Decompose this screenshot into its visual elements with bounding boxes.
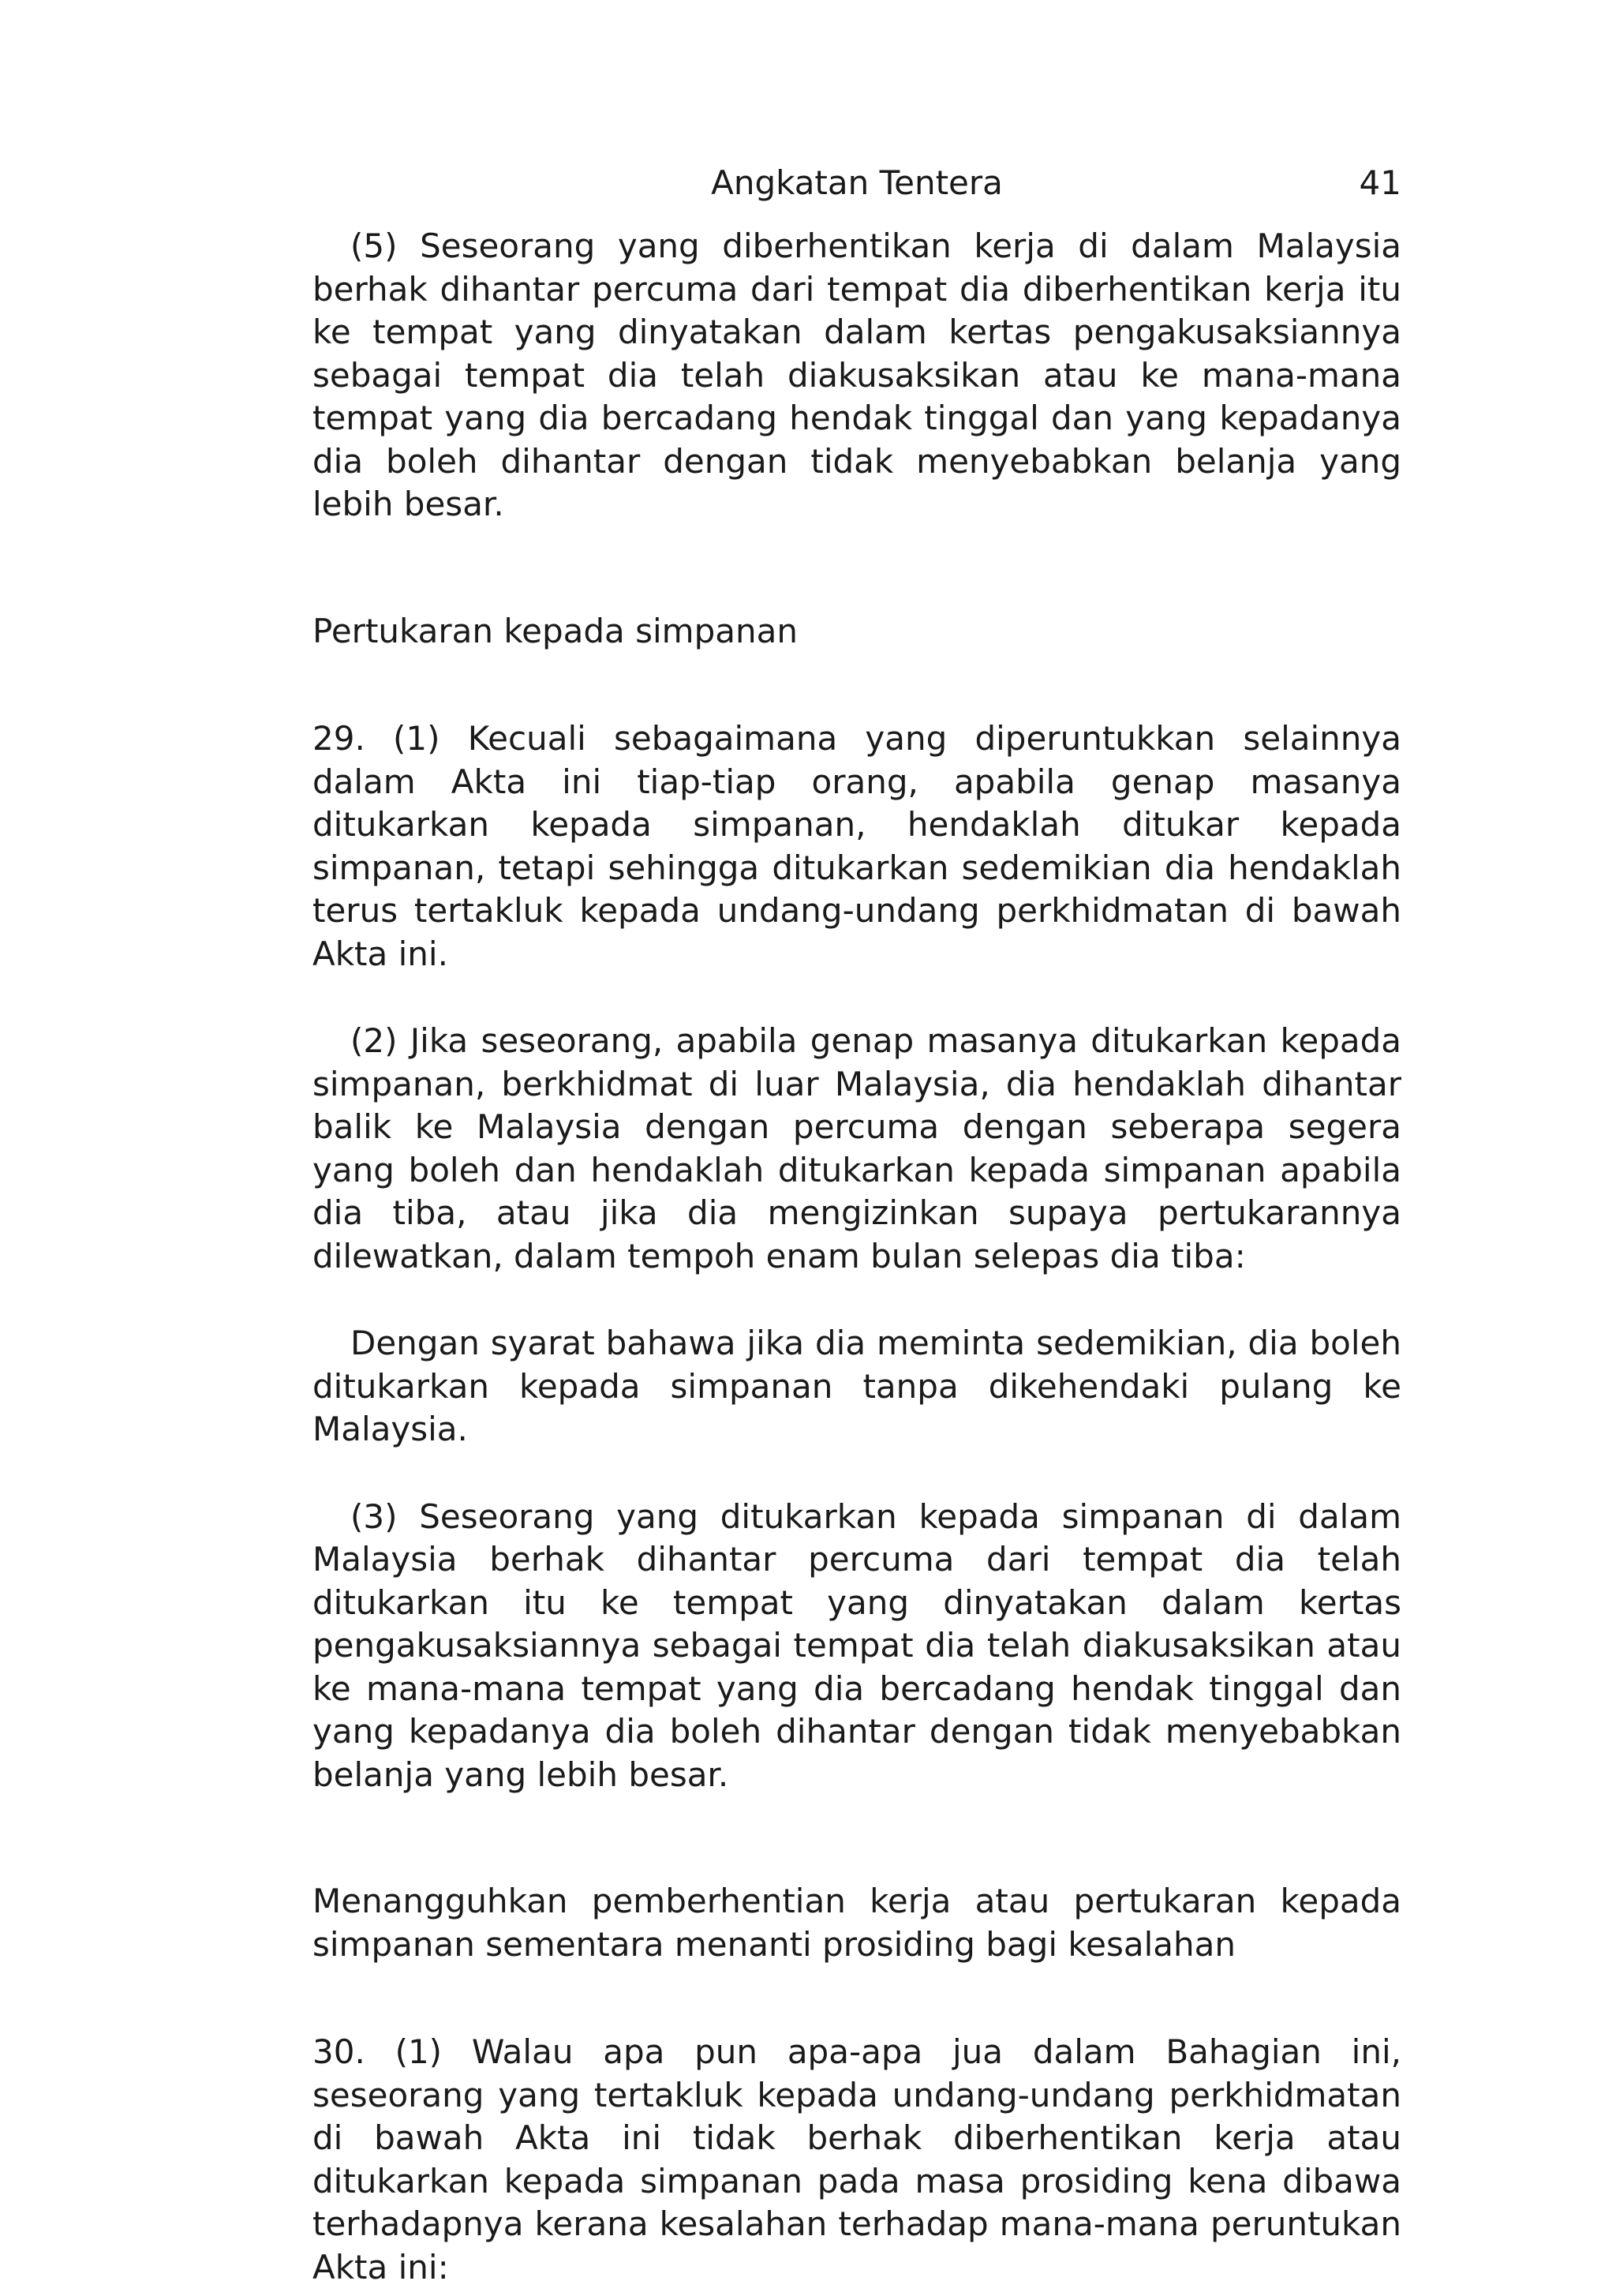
running-title: Angkatan Tentera	[711, 163, 1003, 202]
paragraph-29-2: (2) Jika seseorang, apabila genap masanya ditukarkan kepada simpanan, berkhidmat di luar Malaysia, dia hendaklah dihantar balik ke Malaysia dengan percuma dengan seberapa segera yang boleh dan hendaklah ditukarkan kepada simpanan apabila dia tiba, atau jika dia mengizinkan supaya pertukarannya dilewatkan, dalam tempoh enam bulan selepas dia tiba:	[312, 1021, 1401, 1275]
paragraph-29-2-proviso: Dengan syarat bahawa jika dia meminta sedemikian, dia boleh ditukarkan kepada simpanan tanpa dikehendaki pulang ke Malaysia.	[312, 1324, 1401, 1448]
section-heading-30: Menangguhkan pemberhentian kerja atau pertukaran kepada simpanan sementara menanti prosiding bagi kesalahan	[312, 1882, 1401, 1964]
paragraph-29-3: (3) Seseorang yang ditukarkan kepada simpanan di dalam Malaysia berhak dihantar percuma dari tempat dia telah ditukarkan itu ke tempat yang dinyatakan dalam kertas pengakusaksiannya sebagai tempat dia telah diakusaksikan atau ke mana-mana tempat yang dia bercadang hendak tinggal dan yang kepadanya dia boleh dihantar dengan tidak menyebabkan belanja yang lebih besar.	[312, 1496, 1401, 1794]
paragraph-30-1: 30. (1) Walau apa pun apa-apa jua dalam Bahagian ini, seseorang yang tertakluk kepada undang-undang perkhidmatan di bawah Akta ini tidak berhak diberhentikan kerja atau ditukarkan kepada simpanan pada masa prosiding kena dibawa terhadapnya kerana kesalahan terhadap mana-mana peruntukan Akta ini:	[312, 2032, 1401, 2287]
paragraph-28-5: (5) Seseorang yang diberhentikan kerja di dalam Malaysia berhak dihantar percuma dari tempat dia diberhentikan kerja itu ke tempat yang dinyatakan dalam kertas pengakusaksiannya sebagai tempat dia telah diakusaksikan atau ke mana-mana tempat yang dia bercadang hendak tinggal dan yang kepadanya dia boleh dihantar dengan tidak menyebabkan belanja yang lebih besar.	[312, 227, 1401, 523]
page-number: 41	[1359, 163, 1401, 202]
paragraph-29-1: 29. (1) Kecuali sebagaimana yang diperuntukkan selainnya dalam Akta ini tiap-tiap orang, apabila genap masanya ditukarkan kepada simpanan, hendaklah ditukar kepada simpanan, tetapi sehingga ditukarkan sedemikian dia hendaklah terus tertakluk kepada undang-undang perkhidmatan di bawah Akta ini.	[312, 719, 1401, 973]
section-heading-29: Pertukaran kepada simpanan	[312, 611, 798, 650]
running-header	[312, 158, 1401, 208]
document-page	[312, 158, 1401, 2289]
